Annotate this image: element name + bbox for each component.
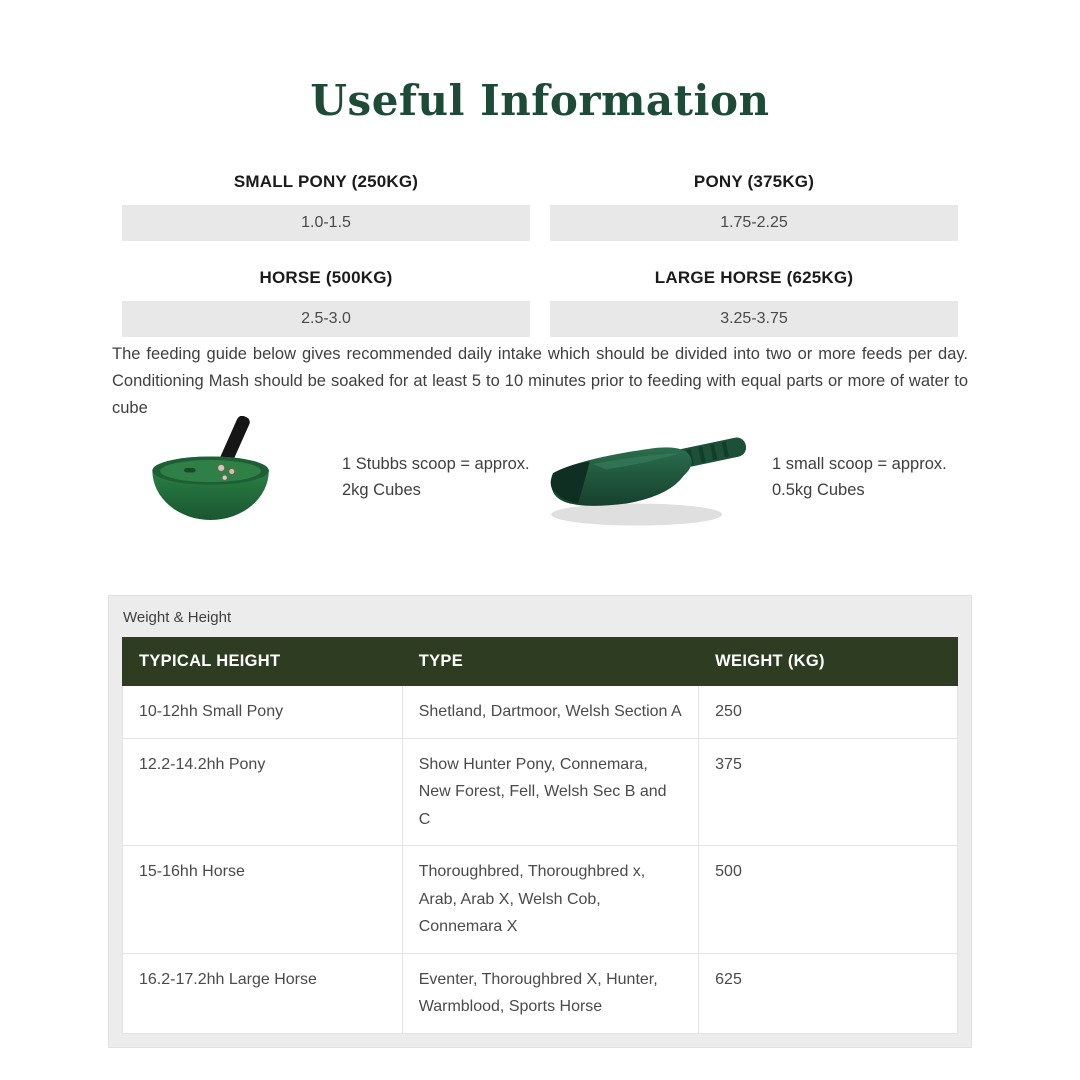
small-feed-scoop-image [542, 416, 758, 539]
feeding-guide-grid [122, 158, 958, 350]
table-header-row [123, 638, 958, 686]
feeding-guide-value: 1.75-2.25 [550, 205, 958, 241]
cell-typical-height: 10-12hh Small Pony [123, 686, 403, 739]
small-scoop-item [542, 416, 987, 539]
cell-weight: 250 [699, 686, 958, 739]
weight-height-table [122, 637, 958, 1034]
feeding-guide-value: 2.5-3.0 [122, 301, 530, 337]
feeding-guide-cell [122, 158, 530, 254]
table-row [123, 846, 958, 954]
stubbs-scoop-label: 1 Stubbs scoop = approx. 2kg Cubes [342, 454, 530, 499]
feeding-guide-header: LARGE HORSE (625KG) [654, 267, 854, 287]
feeding-guide-header: HORSE (500KG) [259, 267, 393, 287]
feeding-guide-cell [550, 254, 958, 350]
feeding-guide-header: PONY (375KG) [693, 171, 815, 191]
feeding-guide-header: SMALL PONY (250KG) [233, 171, 419, 191]
cell-typical-height: 16.2-17.2hh Large Horse [123, 953, 403, 1033]
cell-type: Show Hunter Pony, Connemara, New Forest, Fell, Welsh Sec B and C [402, 738, 698, 846]
column-header-typical-height: TYPICAL HEIGHT [123, 638, 403, 686]
cell-type: Thoroughbred, Thoroughbred x, Arab, Arab X, Welsh Cob, Connemara X [402, 846, 698, 954]
column-header-weight: WEIGHT (KG) [699, 638, 958, 686]
cell-type: Shetland, Dartmoor, Welsh Section A [402, 686, 698, 739]
cell-weight: 625 [699, 953, 958, 1033]
cell-type: Eventer, Thoroughbred X, Hunter, Warmblood, Sports Horse [402, 953, 698, 1033]
feeding-guide-cell [122, 254, 530, 350]
feeding-guide-value: 1.0-1.5 [122, 205, 530, 241]
cell-weight: 500 [699, 846, 958, 954]
stubbs-scoop-item [122, 416, 542, 539]
table-row [123, 953, 958, 1033]
feeding-guide-value: 3.25-3.75 [550, 301, 958, 337]
cell-typical-height: 15-16hh Horse [123, 846, 403, 954]
column-header-type: TYPE [402, 638, 698, 686]
scoop-guide-row [122, 416, 978, 539]
weight-height-accordion-label[interactable]: Weight & Height [123, 609, 232, 626]
feeding-guide-note: The feeding guide below gives recommended daily intake which should be divided into two or more feeds per day. Conditioning Mash should be soaked for at least 5 to 10 minutes prior to feeding with equal parts or more of water to cube [112, 345, 968, 418]
cell-weight: 375 [699, 738, 958, 846]
table-row [123, 738, 958, 846]
page-title: Useful Information [310, 76, 770, 125]
stubbs-scoop-bowl-image [140, 416, 290, 539]
feeding-guide-cell [550, 158, 958, 254]
table-row [123, 686, 958, 739]
small-scoop-label: 1 small scoop = approx. 0.5kg Cubes [772, 454, 947, 499]
weight-height-panel [108, 595, 972, 1048]
cell-typical-height: 12.2-14.2hh Pony [123, 738, 403, 846]
